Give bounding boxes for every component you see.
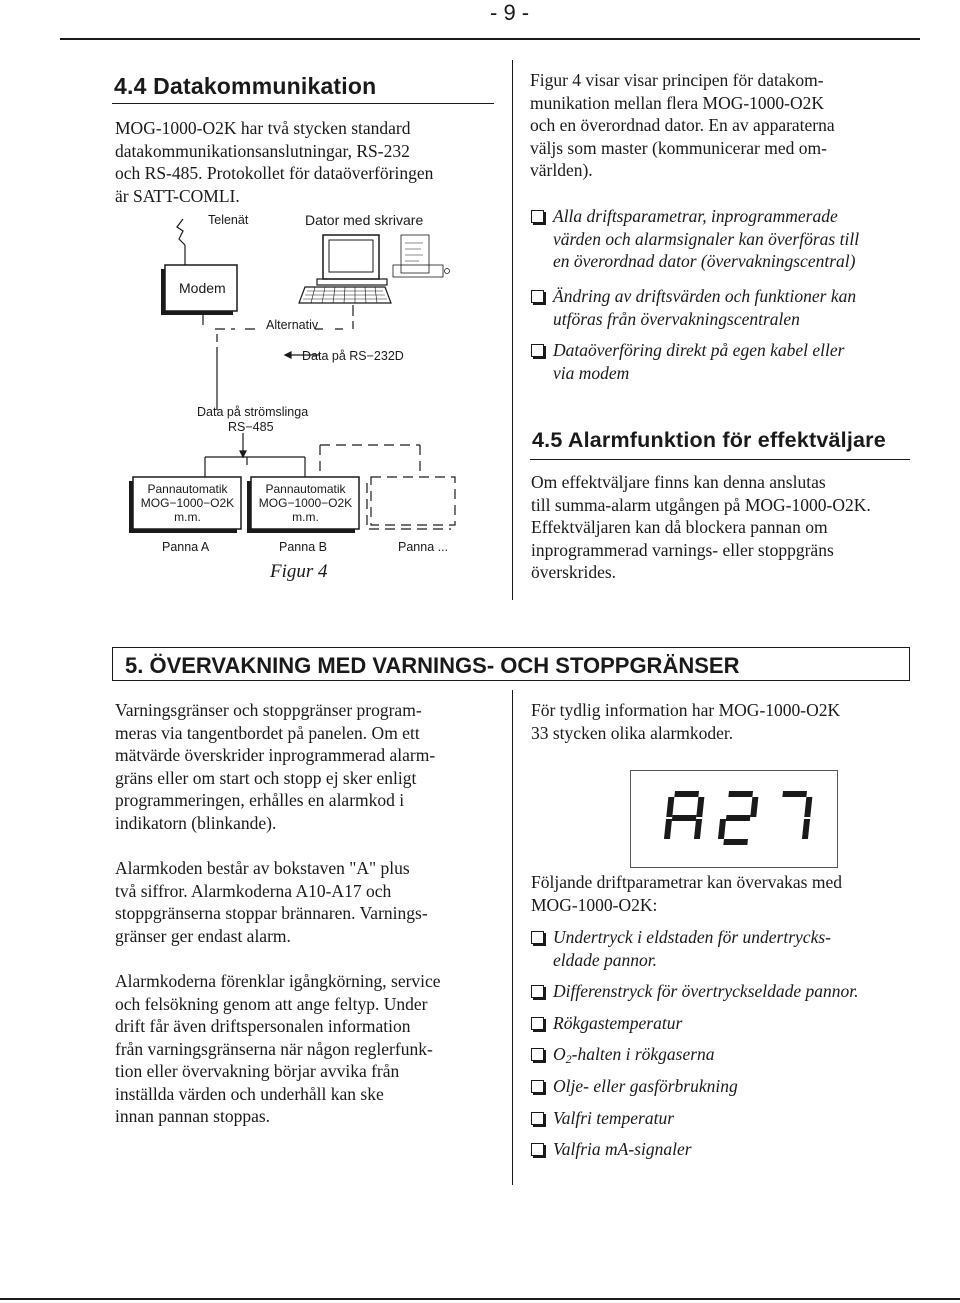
section-5-right-para-1: För tydlig information har MOG-1000-O2K 33 stycken olika alarmkoder. (531, 700, 841, 743)
checkbox-bullet-icon (531, 1048, 544, 1061)
section-heading-5: 5. ÖVERVAKNING MED VARNINGS- OCH STOPPGRÄNSER (112, 647, 910, 681)
section-4-4-body: MOG-1000-O2K har två stycken standard datakommunikationsanslutningar, RS-232 och RS-485. Protokollet för dataöverföringen är SATT-COMLI. (115, 118, 434, 206)
bullet-list-top: Alla driftsparametrar, inprogrammerade värden och alarmsignaler kan överföras till en överordnad dator (övervakningscentral) Ändring av driftsvärden och funktioner kan utföras från övervakningscentralen Dataöverföring direkt på egen kabel eller via modem (531, 205, 921, 385)
label-panna-a: Panna A (162, 540, 210, 554)
segment-b (750, 797, 758, 817)
section-heading-4-4: 4.4 Datakommunikation (114, 73, 377, 99)
section-heading-4-5: 4.5 Alarmfunktion för effektväljare (532, 428, 886, 452)
checkbox-bullet-icon (531, 1080, 544, 1093)
segment-a (782, 791, 807, 797)
figure-4-diagram (125, 205, 505, 585)
segment-d (723, 839, 748, 845)
label-dator: Dator med skrivare (305, 212, 424, 228)
label-alternativ: Alternativ (266, 318, 319, 332)
box-panna-a: Pannautomatik MOG−1000−O2K m.m. (140, 482, 235, 524)
checkbox-bullet-icon (531, 931, 544, 944)
label-panna-b: Panna B (279, 540, 327, 554)
segment-e (718, 819, 726, 839)
column-divider-top (512, 60, 513, 600)
bottom-rule (0, 1298, 960, 1300)
segment-g (726, 815, 751, 821)
label-rs485: RS−485 (228, 420, 274, 434)
alarm-display (630, 770, 838, 868)
bullet-list-monitoring: Undertryck i eldstaden för undertrycks- eldade pannor. Differenstryck för övertryckseldade pannor. Rökgastemperatur $O_2$-halten i rökgaserna Olje- eller gasförbrukning Valfri temperatur Valfria mA-signaler (531, 926, 921, 1166)
figure-caption: Figur 4 (270, 561, 328, 582)
checkbox-bullet-icon (531, 1017, 544, 1030)
o2-item: $O_2$-halten i rökgaserna (553, 1044, 715, 1066)
figure-4-description: Figur 4 visar visar principen för datakom- munikation mellan flera MOG-1000-O2K och en överordnad dator. En av apparaterna väljs som master (kommunicerar med om- världen). (530, 70, 835, 180)
segment-b (804, 797, 812, 817)
segment-g (672, 815, 697, 821)
section-5-para-3: Alarmkoderna förenklar igångkörning, service och felsökning genom att ange feltyp. Under drift får även driftspersonalen information från varningsgränserna när någon reglerfunk- tion eller övervakning börjar avvika från inställda värden och underhåll kan ske innan pannan stoppas. (115, 971, 441, 1126)
box-panna-b: Pannautomatik MOG−1000−O2K m.m. (258, 482, 353, 524)
segment-b (696, 797, 704, 817)
checkbox-bullet-icon (531, 344, 544, 357)
section-5-para-2: Alarmkoden består av bokstaven "A" plus två siffror. Alarmkoderna A10-A17 och stoppgränserna stoppar brännaren. Varnings- gränser ger endast alarm. (115, 858, 428, 946)
label-data-stromslinga: Data på strömslinga (197, 405, 309, 419)
checkbox-bullet-icon (531, 1143, 544, 1156)
segment-e (664, 819, 672, 839)
label-modem: Modem (179, 280, 226, 296)
column-divider-bottom (512, 690, 513, 1185)
segment-a (674, 791, 699, 797)
display-digit (778, 791, 813, 839)
checkbox-bullet-icon (531, 1112, 544, 1125)
segment-c (802, 819, 810, 839)
checkbox-bullet-icon (531, 985, 544, 998)
heading-underline-4-4 (112, 103, 494, 104)
page-number: - 9 - (490, 0, 530, 25)
display-digit (717, 791, 759, 845)
display-digit (664, 791, 705, 839)
label-panna-more: Panna ... (398, 540, 449, 554)
segment-c (694, 819, 702, 839)
label-data-rs232: Data på RS−232D (302, 349, 404, 363)
section-4-5-body: Om effektväljare finns kan denna anslutas till summa-alarm utgången på MOG-1000-O2K. Effektväljaren kan då blockera pannan om inprogrammerad varnings- eller stoppgräns överskrides. (531, 472, 871, 582)
section-5-right-para-2: Följande driftparametrar kan övervakas med MOG-1000-O2K: (531, 872, 842, 915)
section-5-para-1: Varningsgränser och stoppgränser program- meras via tangentbordet på panelen. Om ett mätvärde överskrider inprogrammerad alarm- gräns eller om start och stopp ej sker enligt programmeringen, erhålles en alarmkod i indikatorn (blinkande). (115, 700, 436, 833)
antenna-icon (177, 219, 185, 245)
checkbox-bullet-icon (531, 210, 544, 223)
segment-f (666, 797, 674, 817)
checkbox-bullet-icon (531, 290, 544, 303)
heading-underline-4-5 (530, 459, 910, 460)
label-telenat: Telenät (208, 213, 249, 227)
top-rule (60, 38, 920, 40)
seven-segment-display (631, 771, 837, 867)
segment-a (728, 791, 753, 797)
